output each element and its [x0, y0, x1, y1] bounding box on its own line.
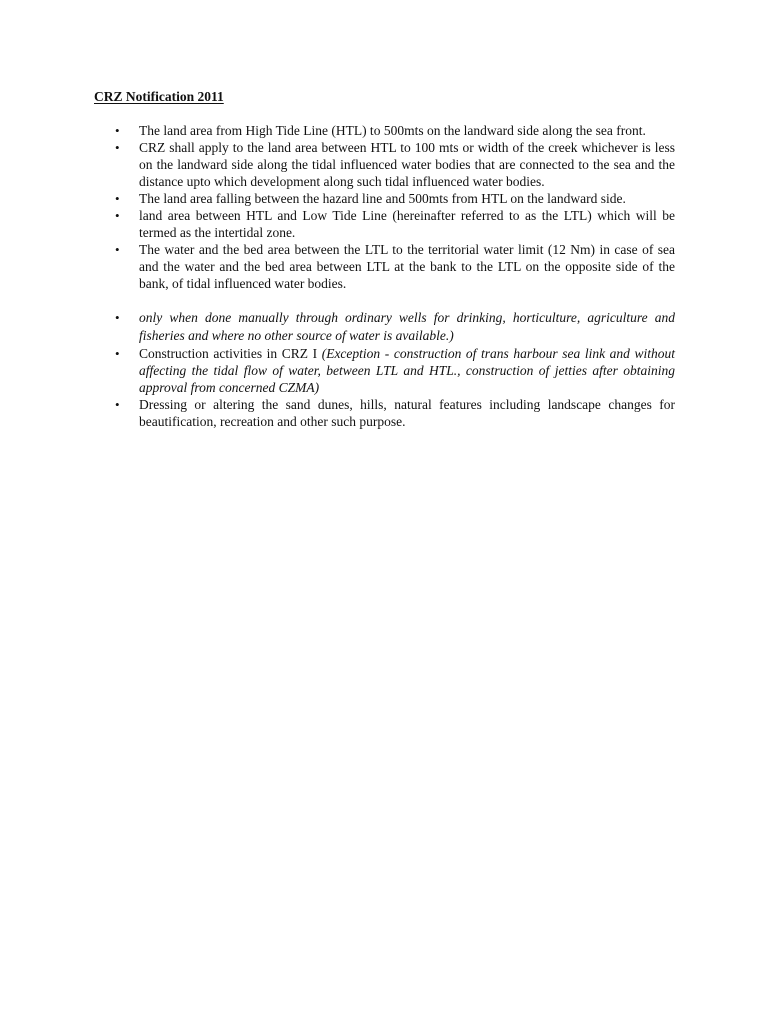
bullet-icon: • [115, 310, 120, 325]
list-item-text: The land area falling between the hazard line and 500mts from HTL on the landward side. [139, 191, 626, 206]
bullet-icon: • [115, 140, 120, 155]
list-item [115, 309, 675, 345]
list-item-text: Construction activities in CRZ I [139, 346, 322, 361]
bullet-icon: • [115, 208, 120, 223]
list-item [115, 345, 675, 396]
list-spacer [0, 292, 768, 309]
list-item [115, 122, 675, 139]
list-item-text: only when done manually through ordinary wells for drinking, horticulture, agriculture and fisheries and where no other source of water is available.) [139, 310, 675, 343]
bullet-icon: • [115, 123, 120, 138]
list-item-italic-text: (Exception - construction of trans harbour sea link and without affecting the tidal flow of water, between LTL and HTL., construction of jetties after obtaining approval from concerned CZMA) [139, 346, 675, 395]
list-item [115, 396, 675, 430]
bullet-icon: • [115, 242, 120, 257]
list-item [115, 139, 675, 190]
list-item-text: The land area from High Tide Line (HTL) to 500mts on the landward side along the sea front. [139, 123, 646, 138]
bullet-icon: • [115, 191, 120, 206]
document-title: CRZ Notification 2011 [94, 89, 224, 104]
list-item [115, 207, 675, 241]
list-item [115, 241, 675, 292]
list-item-text: CRZ shall apply to the land area between HTL to 100 mts or width of the creek whichever is less on the landward side along the tidal influenced water bodies that are connected to the sea and the distance upto which development along such tidal influenced water bodies. [139, 140, 675, 189]
list-item-text: land area between HTL and Low Tide Line (hereinafter referred to as the LTL) which will be termed as the intertidal zone. [139, 208, 675, 240]
bullet-list [0, 122, 768, 430]
bullet-icon: • [115, 346, 120, 361]
bullet-icon: • [115, 397, 120, 412]
list-item-text: The water and the bed area between the LTL to the territorial water limit (12 Nm) in case of sea and the water and the bed area between LTL at the bank to the LTL on the opposite side of the bank, of tidal influenced water bodies. [139, 242, 675, 291]
list-item-text: Dressing or altering the sand dunes, hills, natural features including landscape changes for beautification, recreation and other such purpose. [139, 397, 675, 429]
list-item [115, 190, 675, 207]
